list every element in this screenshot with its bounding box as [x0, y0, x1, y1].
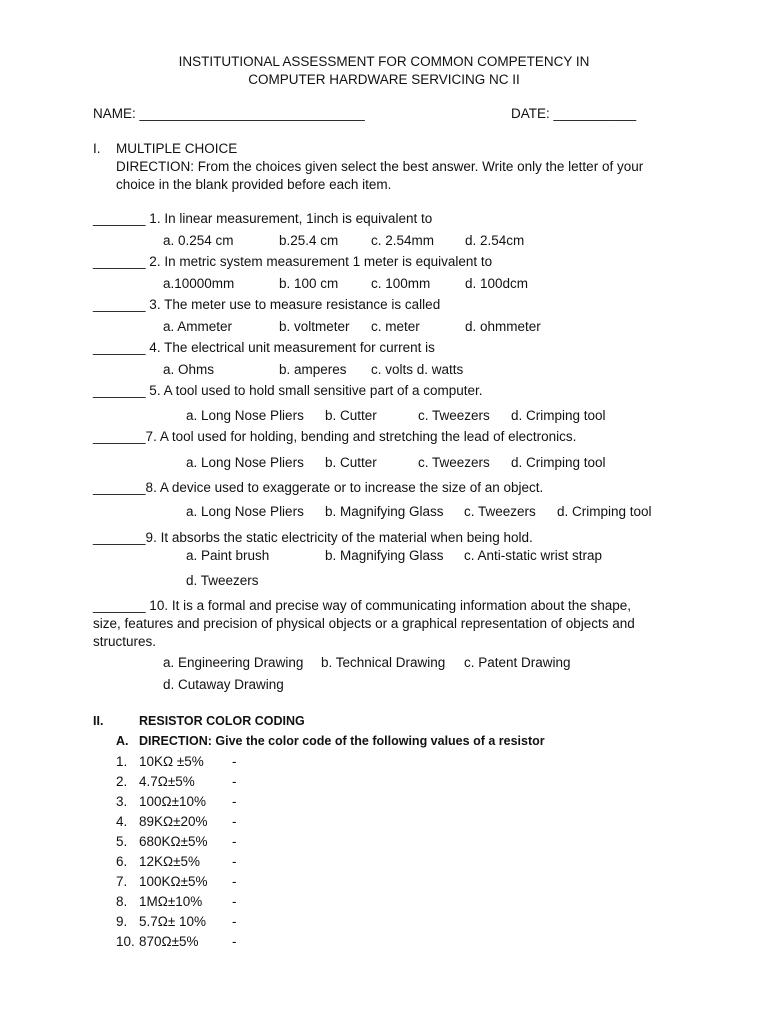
q10-choice-b: b. Technical Drawing: [321, 655, 446, 670]
list-item-number: 7.: [116, 874, 128, 889]
list-item-number: 6.: [116, 854, 128, 869]
part2-sub-letter: A.: [116, 734, 129, 748]
list-item-value: 5.7Ω± 10%: [139, 914, 207, 929]
part2-number: II.: [93, 714, 104, 728]
list-item-dash: -: [232, 874, 237, 889]
part2-direction: DIRECTION: Give the color code of the following values of a resistor: [139, 734, 545, 748]
q8-choice-b: b. Magnifying Glass: [325, 504, 444, 519]
list-item-dash: -: [232, 854, 237, 869]
question-7: _______7. A tool used for holding, bending and stretching the lead of electronics.: [93, 429, 577, 444]
q9-choice-b: b. Magnifying Glass: [325, 548, 444, 563]
question-3: _______ 3. The meter use to measure resistance is called: [93, 297, 441, 312]
q5-choice-b: b. Cutter: [325, 408, 377, 423]
part1-title: MULTIPLE CHOICE: [116, 141, 238, 156]
q4-choice-a: a. Ohms: [163, 362, 215, 377]
q10-choice-d: d. Cutaway Drawing: [163, 677, 284, 692]
q1-choice-b: b.25.4 cm: [279, 233, 339, 248]
q1-choice-d: d. 2.54cm: [465, 233, 525, 248]
q5-choice-d: d. Crimping tool: [511, 408, 606, 423]
q9-choice-a: a. Paint brush: [186, 548, 270, 563]
list-item-number: 3.: [116, 794, 128, 809]
q5-choice-c: c. Tweezers: [418, 408, 490, 423]
part2-title: RESISTOR COLOR CODING: [139, 714, 305, 728]
list-item-dash: -: [232, 814, 237, 829]
list-item-dash: -: [232, 754, 237, 769]
part1-direction-line2: choice in the blank provided before each item.: [116, 177, 392, 192]
list-item-value: 870Ω±5%: [139, 934, 199, 949]
q7-choice-d: d. Crimping tool: [511, 455, 606, 470]
list-item-number: 8.: [116, 894, 128, 909]
part1-direction-line1: DIRECTION: From the choices given select the best answer. Write only the letter of your: [116, 159, 644, 174]
q3-choice-d: d. ohmmeter: [465, 319, 541, 334]
q10-choice-c: c. Patent Drawing: [464, 655, 571, 670]
list-item-dash: -: [232, 894, 237, 909]
list-item-value: 12KΩ±5%: [139, 854, 201, 869]
part1-number: I.: [93, 141, 101, 156]
list-item-number: 2.: [116, 774, 128, 789]
list-item-number: 9.: [116, 914, 128, 929]
list-item-value: 100KΩ±5%: [139, 874, 208, 889]
question-8: _______8. A device used to exaggerate or to increase the size of an object.: [93, 480, 544, 495]
list-item-value: 89KΩ±20%: [139, 814, 208, 829]
question-5: _______ 5. A tool used to hold small sensitive part of a computer.: [93, 383, 483, 398]
list-item-dash: -: [232, 774, 237, 789]
question-10-line2: size, features and precision of physical objects or a graphical representation of objects and: [93, 616, 635, 631]
doc-title-line1: INSTITUTIONAL ASSESSMENT FOR COMMON COMPETENCY IN: [178, 54, 590, 69]
q7-choice-a: a. Long Nose Pliers: [186, 455, 304, 470]
q10-choice-a: a. Engineering Drawing: [163, 655, 304, 670]
q3-choice-b: b. voltmeter: [279, 319, 350, 334]
q7-choice-b: b. Cutter: [325, 455, 377, 470]
list-item-dash: -: [232, 834, 237, 849]
q2-choice-d: d. 100dcm: [465, 276, 529, 291]
date-field: DATE: ___________: [511, 106, 637, 121]
q5-choice-a: a. Long Nose Pliers: [186, 408, 304, 423]
list-item-dash: -: [232, 914, 237, 929]
q1-choice-a: a. 0.254 cm: [163, 233, 234, 248]
q4-choice-cd: c. volts d. watts: [371, 362, 464, 377]
q2-choice-b: b. 100 cm: [279, 276, 339, 291]
question-10-line1: _______ 10. It is a formal and precise way of communicating information about the shape,: [93, 598, 632, 613]
list-item-value: 1MΩ±10%: [139, 894, 203, 909]
q9-choice-c: c. Anti-static wrist strap: [464, 548, 603, 563]
list-item-value: 680KΩ±5%: [139, 834, 208, 849]
q9-choice-d: d. Tweezers: [186, 573, 259, 588]
list-item-dash: -: [232, 934, 237, 949]
q1-choice-c: c. 2.54mm: [371, 233, 435, 248]
list-item-dash: -: [232, 794, 237, 809]
list-item-number: 5.: [116, 834, 128, 849]
q2-choice-a: a.10000mm: [163, 276, 235, 291]
question-4: _______ 4. The electrical unit measurement for current is: [93, 340, 435, 355]
list-item-number: 10.: [116, 934, 135, 949]
doc-title-line2: COMPUTER HARDWARE SERVICING NC II: [248, 72, 520, 87]
question-1: _______ 1. In linear measurement, 1inch is equivalent to: [93, 211, 433, 226]
q3-choice-c: c. meter: [371, 319, 420, 334]
q8-choice-a: a. Long Nose Pliers: [186, 504, 304, 519]
name-field: NAME: ______________________________: [93, 106, 365, 121]
q2-choice-c: c. 100mm: [371, 276, 431, 291]
q3-choice-a: a. Ammeter: [163, 319, 233, 334]
q8-choice-d: d. Crimping tool: [557, 504, 652, 519]
q8-choice-c: c. Tweezers: [464, 504, 536, 519]
list-item-value: 100Ω±10%: [139, 794, 207, 809]
q4-choice-b: b. amperes: [279, 362, 347, 377]
question-9: _______9. It absorbs the static electricity of the material when being hold.: [93, 530, 533, 545]
list-item-value: 4.7Ω±5%: [139, 774, 195, 789]
list-item-number: 4.: [116, 814, 128, 829]
list-item-value: 10KΩ ±5%: [139, 754, 204, 769]
question-2: _______ 2. In metric system measurement 1 meter is equivalent to: [93, 254, 493, 269]
q7-choice-c: c. Tweezers: [418, 455, 490, 470]
list-item-number: 1.: [116, 754, 128, 769]
question-10-line3: structures.: [93, 634, 157, 649]
